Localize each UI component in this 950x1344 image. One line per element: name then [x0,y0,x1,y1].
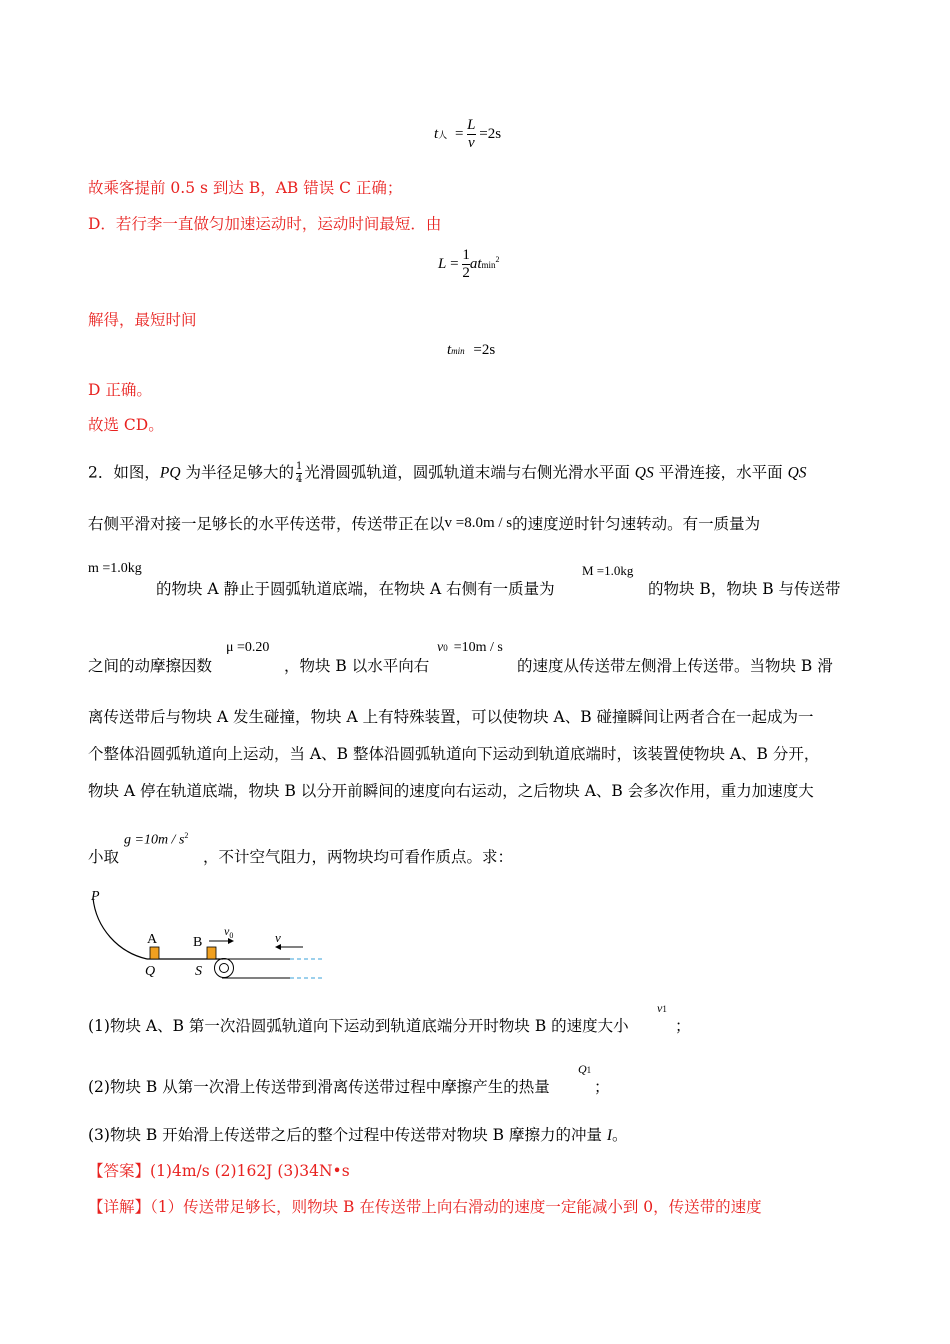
problem-line-1 [88,461,807,486]
text-line-3: 解得，最短时间 [88,311,197,329]
problem-line-4c: 的速度从传送带左侧滑上传送带。当物块 B 滑 [517,657,833,675]
text: 平滑连接，水平面 [653,463,788,482]
text: 右侧平滑对接一足够长的水平传送带，传送带正在以 [88,515,445,533]
math-M: M =1.0kg [582,563,634,578]
fraction-num: L [467,117,476,133]
sub: 1 [586,1065,592,1075]
answer-text: (1)4m/s (2)162J (3)34N•s [150,1162,350,1180]
formula-fraction [467,117,475,152]
question-3 [88,1124,628,1147]
problem-line-6: 个整体沿圆弧轨道向上运动，当 A、B 整体沿圆弧轨道向下运动到轨道底端时，该装置使物块 A、B 分开， [88,745,820,763]
belt-roller-outer [215,959,234,978]
question-1 [88,1015,629,1037]
text: (3)物块 B 开始滑上传送带之后的整个过程中传送带对物块 B 摩擦力的冲量 [88,1126,607,1144]
formula-sub: 人 [438,129,448,140]
formula-tmin [447,342,495,359]
text-line-1: 故乘客提前 0.5 s 到达 B，AB 错误 C 正确； [88,179,403,197]
text: 的速度逆时针匀速转动。有一质量为 [512,515,761,533]
rhs: =10m / s [453,640,503,655]
formula-rhs: =2s [479,125,502,142]
math-v0 [437,640,503,656]
formula-sub: min [451,346,465,356]
var-v: v [437,640,444,655]
block-A [150,947,159,959]
text-line-2: D．若行李一直做匀加速运动时，运动时间最短．由 [88,215,442,233]
text-line-5: 故选 CD。 [88,416,164,434]
formula-t-person [434,117,501,152]
var-I: I [606,1127,613,1144]
formula-var-t: t [447,342,452,358]
var-QS: QS [787,464,807,482]
fraction-den: 2 [462,265,470,281]
math-v1 [657,1001,667,1016]
formula-rhs: =2s [473,342,496,358]
math-m: m =1.0kg [88,561,142,576]
text: 2．如图， [88,463,160,482]
text: 光滑圆弧轨道，圆弧轨道末端与右侧光滑水平面 [304,463,635,482]
formula-sup: 2 [495,254,500,264]
arc-track [93,898,147,959]
block-B [207,947,216,959]
belt-roller-inner [220,964,229,973]
problem-line-7: 物块 A 停在轨道底端，物块 B 以分开前瞬间的速度向右运动，之后物块 A、B 会多次作用，重力加速度大 [88,782,814,800]
formula-fraction-half [462,247,470,282]
var-PQ: PQ [159,464,181,482]
answer-line [88,1160,350,1182]
formula-eq: = [454,125,464,142]
problem-line-2 [88,513,760,536]
text: 为半径足够大的 [180,463,294,482]
formula-eq: = [450,255,459,272]
detail-text: （1）传送带足够长，则物块 B 在传送带上向右滑动的速度一定能减小到 0，传送带的速度 [150,1198,762,1216]
formula-at: at [469,255,482,272]
fraction-den: v [467,135,475,151]
math-g [124,831,188,849]
label-v: v [275,930,281,945]
label-P: P [91,889,100,904]
problem-line-3a: 的物块 A 静止于圆弧轨道底端，在物块 A 右侧有一质量为 [156,580,555,598]
problem-line-4 [88,655,212,677]
math-v: v =8.0m / s [444,515,513,531]
sup: 2 [184,831,189,840]
text: (2)物块 B 从第一次滑上传送带到滑离传送带过程中摩擦产生的热量 [88,1078,550,1096]
problem-line-4b: ，物块 B 以水平向右 [284,657,430,675]
g-value: g =10m / s [124,832,185,848]
formula-var-t: t [434,125,439,142]
label-v0: $v_0$ [224,924,234,940]
physics-figure [85,886,345,986]
text-line-4: D 正确。 [88,381,152,399]
formula-L [438,247,500,282]
question-1-end: ； [675,1017,691,1035]
sub: 1 [662,1004,667,1014]
label-Q: Q [145,964,156,979]
question-2 [88,1076,550,1098]
label-S: S [195,964,202,979]
fraction-num: 1 [295,461,303,472]
problem-line-8b: ，不计空气阻力，两物块均可看作质点。求： [203,848,514,866]
var: v [657,1001,663,1015]
problem-line-5: 离传送带后与物块 A 发生碰撞，物块 A 上有特殊装置，可以使物块 A、B 碰撞瞬间让两者合在一起成为一 [88,708,814,726]
var-QS: QS [634,464,654,482]
text: 之间的动摩擦因数 [88,657,213,675]
fraction-quarter [296,461,302,486]
formula-var-L: L [438,255,447,272]
fraction-den: 4 [295,474,303,485]
formula-sub: min [481,259,496,270]
var: Q [578,1062,587,1076]
answer-label: 【答案】 [88,1162,151,1180]
detail-line [88,1196,762,1218]
detail-label: 【详解】 [88,1198,151,1216]
text: (1)物块 A、B 第一次沿圆弧轨道向下运动到轨道底端分开时物块 B 的速度大小 [88,1017,629,1035]
label-B: B [193,935,203,950]
math-Q1 [578,1062,591,1077]
label-A: A [147,932,158,947]
problem-line-8a: 小取 [88,848,120,866]
sub: 0 [443,643,448,653]
text: 。 [612,1126,628,1144]
problem-line-3b: 的物块 B，物块 B 与传送带 [648,580,841,598]
fraction-num: 1 [462,247,470,263]
question-2-end: ； [594,1078,610,1096]
math-mu: μ =0.20 [226,640,270,655]
